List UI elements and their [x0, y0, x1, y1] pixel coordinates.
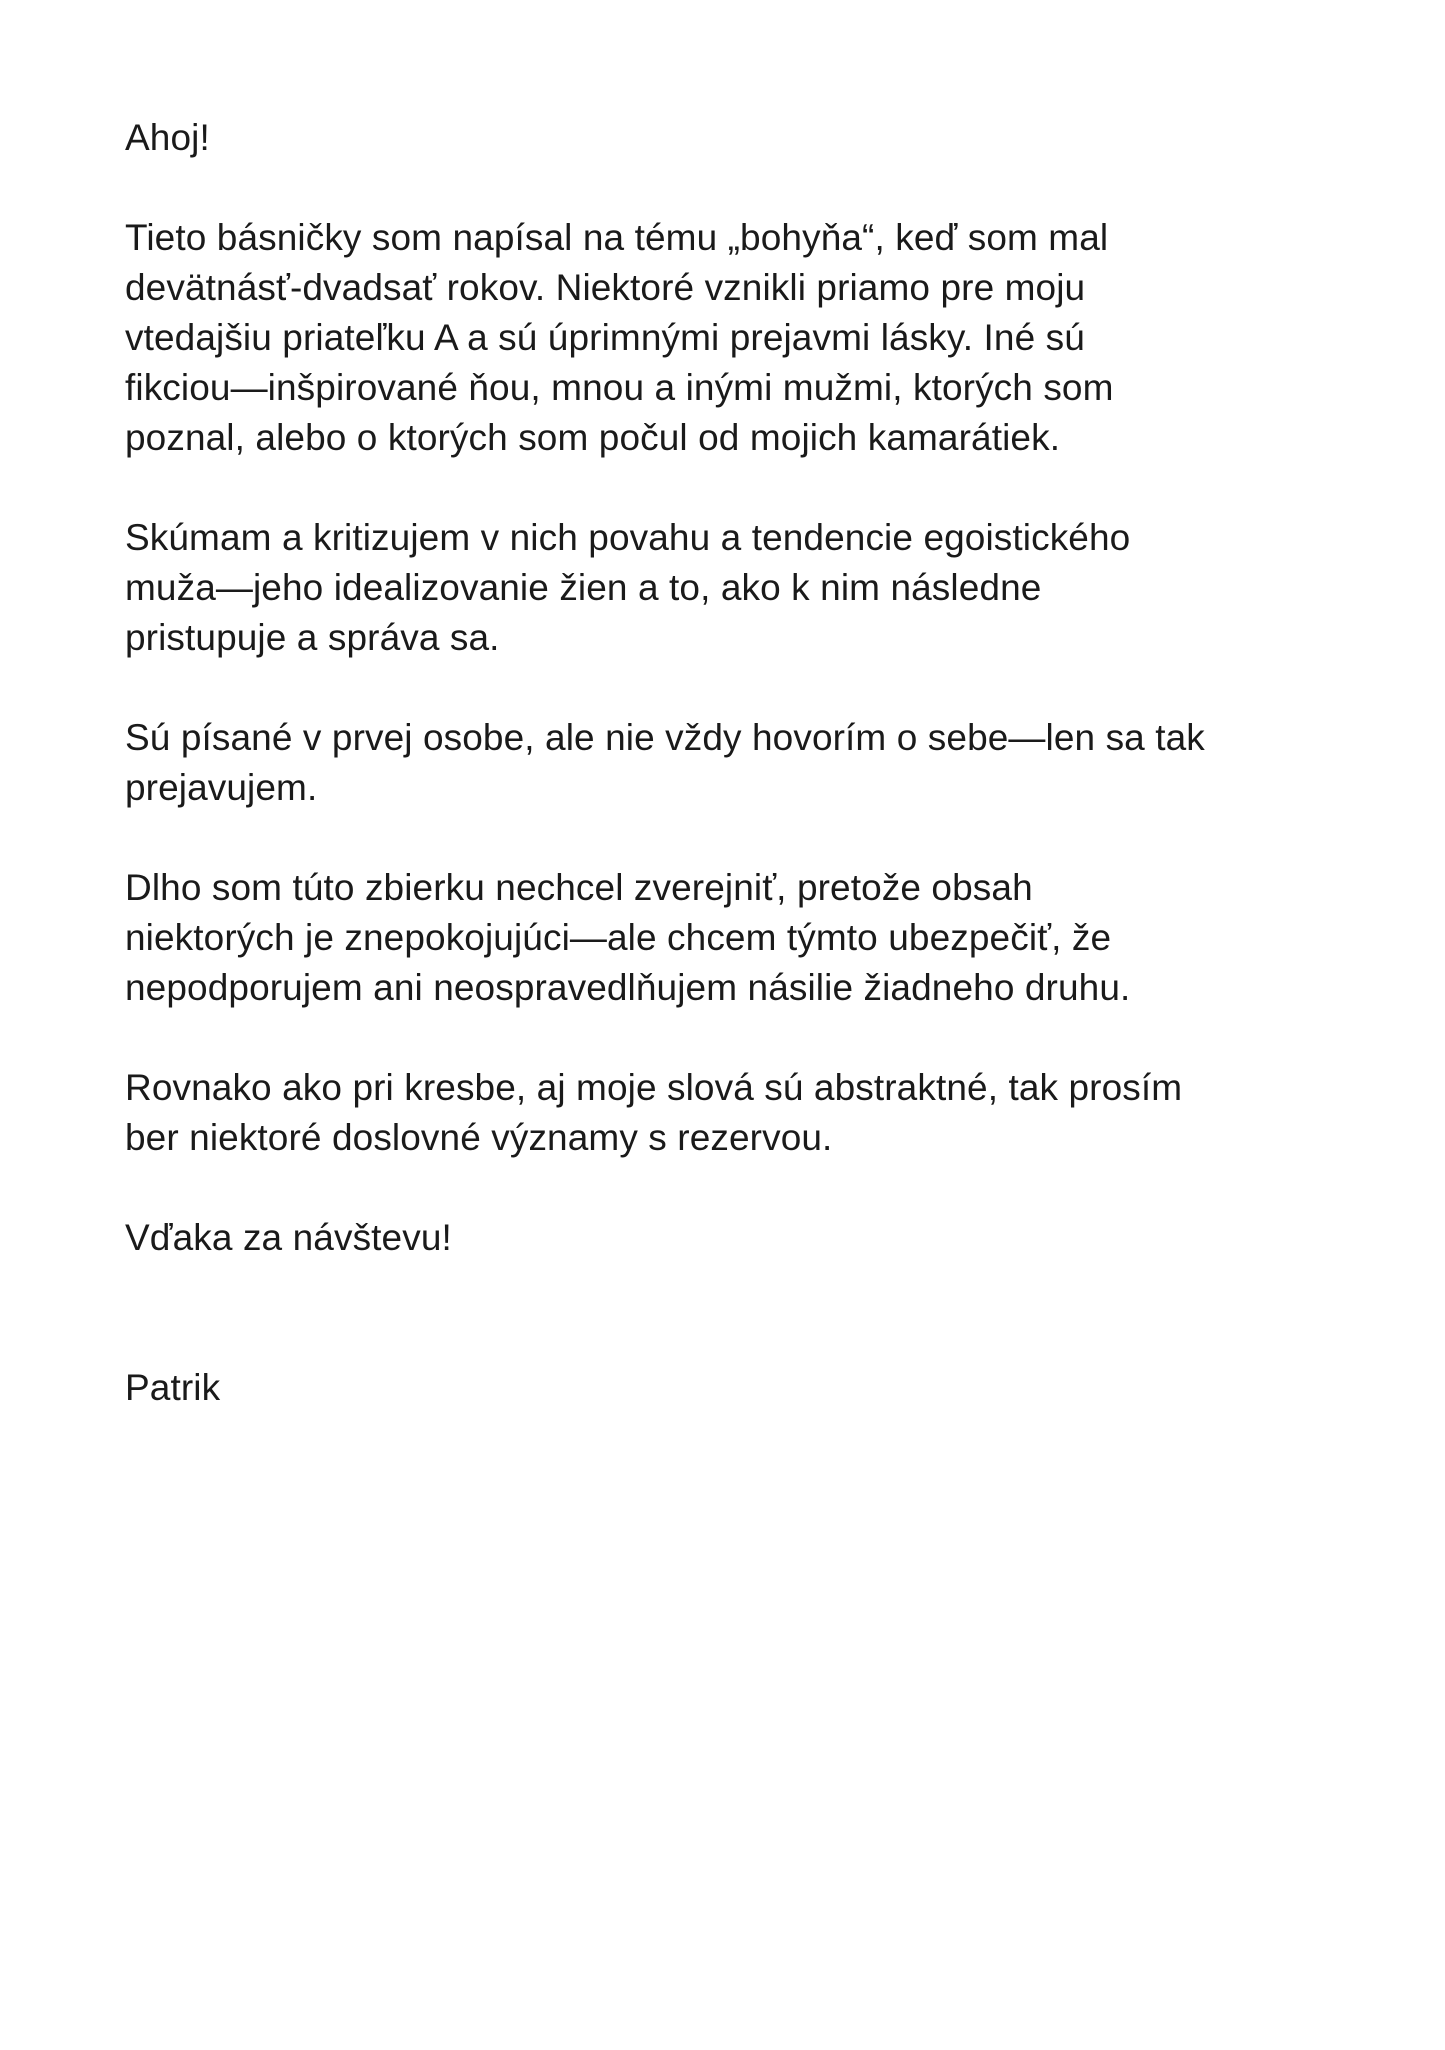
paragraph-intro [125, 213, 1345, 463]
text-line: Sú písané v prvej osobe, ale nie vždy hovorím o sebe—len sa tak [125, 717, 1205, 758]
text-line: prejavujem. [125, 767, 318, 808]
text-line: Rovnako ako pri kresbe, aj moje slová sú abstraktné, tak prosím [125, 1067, 1183, 1108]
text-line: niektorých je znepokojujúci—ale chcem týmto ubezpečiť, že [125, 917, 1112, 958]
text-line: devätnásť-dvadsať rokov. Niektoré vznikli priamo pre moju [125, 267, 1086, 308]
text-line: nepodporujem ani neospravedlňujem násilie žiadneho druhu. [125, 967, 1131, 1008]
text-line: fikciou—inšpirované ňou, mnou a inými mužmi, ktorých som [125, 367, 1114, 408]
text-line: ber niektoré doslovné významy s rezervou. [125, 1117, 833, 1158]
text-line: vtedajšiu priateľku A a sú úprimnými prejavmi lásky. Iné sú [125, 317, 1085, 358]
paragraph-disclaimer [125, 863, 1345, 1013]
letter-body [125, 113, 1345, 1413]
text-line: Dlho som túto zbierku nechcel zverejniť, pretože obsah [125, 867, 1033, 908]
text-line: Skúmam a kritizujem v nich povahu a tendencie egoistického [125, 517, 1131, 558]
thanks-line: Vďaka za návštevu! [125, 1217, 452, 1258]
signature: Patrik [125, 1367, 221, 1408]
paragraph-critique [125, 513, 1345, 663]
paragraph-first-person [125, 713, 1345, 813]
paragraph-abstract [125, 1063, 1345, 1163]
greeting: Ahoj! [125, 117, 210, 158]
text-line: muža—jeho idealizovanie žien a to, ako k nim následne [125, 567, 1042, 608]
text-line: poznal, alebo o ktorých som počul od mojich kamarátiek. [125, 417, 1061, 458]
text-line: pristupuje a správa sa. [125, 617, 500, 658]
text-line: Tieto básničky som napísal na tému „bohyňa“, keď som mal [125, 217, 1109, 258]
